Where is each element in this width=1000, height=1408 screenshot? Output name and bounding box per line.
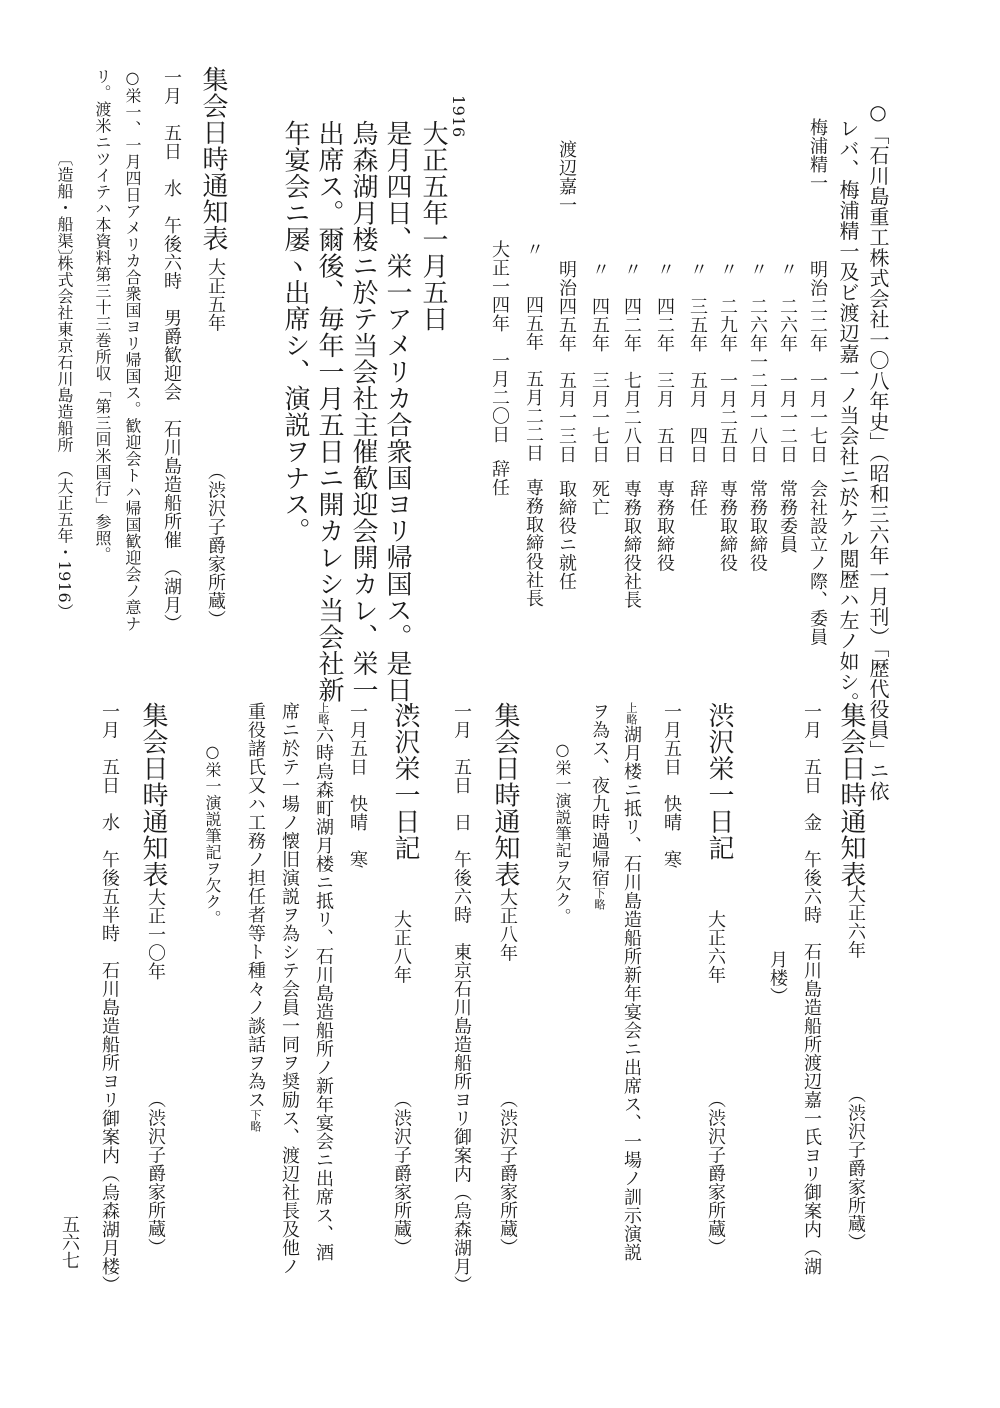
- source-0-archive: （渋沢子爵家所蔵）: [205, 462, 226, 629]
- umeura-row-0: [808, 260, 826, 646]
- umeura-row-2-date: 〃 二六年一二月一八日: [747, 260, 768, 464]
- entry-body-line-2: 烏森湖月楼ニ於テ当会社主催歓迎会開カレ、栄一: [348, 120, 378, 703]
- watanabe-row-0: [557, 260, 575, 591]
- watanabe-row-0-date: 明治四五年 五月一三日: [556, 260, 577, 464]
- source-4-text-2: 席ニ於テ一場ノ懐旧演説ヲ為シテ会員一同ヲ奨励ス、渡辺社長及他ノ: [279, 702, 300, 1276]
- source-4-year: 大正八年: [391, 910, 412, 984]
- umeura-row-0-text: 会社設立ノ際、委員: [807, 479, 828, 646]
- source-4-abbr-top: 上略: [317, 702, 330, 726]
- source-4-text-1-body: 六時烏森町湖月楼ニ抵リ、石川島造船所ノ新年宴会ニ出席ス、酒: [313, 725, 334, 1262]
- source-2-abbr-top: 上略: [625, 702, 638, 726]
- source-4-archive: （渋沢子爵家所蔵）: [391, 1090, 412, 1257]
- source-3-entry: 一月 五日 日 午後六時 東京石川島造船所ヨリ御案内（烏森湖月）: [451, 702, 472, 1294]
- umeura-row-5-date: 〃 四二年 三月 五日: [654, 260, 675, 464]
- source-3-year: 大正八年: [497, 888, 518, 962]
- source-1-entry-cont: 月楼）: [767, 950, 788, 1006]
- watanabe-row-2-text: 辞任: [489, 459, 510, 497]
- source-2-note: ○栄一演説筆記ヲ欠ク。: [553, 740, 572, 925]
- source-3-title: 集会日時通知表: [490, 702, 520, 888]
- source-2-day: 一月五日 快晴 寒: [661, 702, 682, 869]
- umeura-row-3-date: 〃 二九年 一月二五日: [717, 260, 738, 464]
- umeura-row-1: [778, 260, 796, 554]
- umeura-row-2-text: 常務取締役: [747, 479, 768, 572]
- umeura-row-0-date: 明治二二年 一月一七日: [807, 260, 828, 464]
- umeura-row-7: [590, 260, 608, 517]
- umeura-row-5: [655, 260, 673, 572]
- entry-date: 大正五年一月五日: [418, 120, 448, 332]
- umeura-row-1-date: 〃 二六年 一月一二日: [777, 260, 798, 464]
- source-4-text-3: [246, 702, 264, 1132]
- source-2-text-2-body: ヲ為ス、夜九時過帰宿: [589, 702, 610, 887]
- source-4-text-3-body: 重役諸氏又ハ工務ノ担任者等ト種々ノ談話ヲ為ス: [245, 702, 266, 1109]
- footer-company: 株式会社東京石川島造船所 （大正五年・1916）: [55, 255, 74, 620]
- umeura-row-6-date: 〃 四二年 七月二八日: [621, 260, 642, 464]
- umeura-row-1-text: 常務委員: [777, 479, 798, 554]
- footer-category: 〔造船・船渠〕: [55, 150, 74, 266]
- entry-year-ad: 1916: [449, 95, 468, 138]
- watanabe-name: 渡辺嘉一: [556, 140, 577, 214]
- source-3-archive: （渋沢子爵家所蔵）: [497, 1090, 518, 1257]
- umeura-row-3: [718, 260, 736, 572]
- source-0-title: 集会日時通知表: [198, 66, 228, 252]
- watanabe-row-1: [524, 240, 542, 608]
- source-0-entry: 一月 五日 水 午後六時 男爵歓迎会 石川島造船所催 （湖月）: [161, 68, 182, 633]
- umeura-row-3-text: 専務取締役: [717, 479, 738, 572]
- watanabe-row-0-text: 取締役ニ就任: [556, 479, 577, 591]
- entry-body-line-1: 是月四日、栄一アメリカ合衆国ヨリ帰国ス。是日、: [382, 120, 412, 730]
- source-0-year: 大正五年: [205, 258, 226, 332]
- entry-body-line-3: 出席ス。爾後、毎年一月五日ニ開カレシ当会社新: [314, 120, 344, 703]
- watanabe-row-2-date: 大正一四年 一月二〇日: [489, 240, 510, 444]
- watanabe-row-1-date: 〃 四五年 五月二二日: [523, 240, 544, 462]
- source-2-text-1: [622, 702, 640, 1262]
- umeura-row-4-text: 辞任: [687, 479, 708, 517]
- source-1-title: 集会日時通知表: [836, 702, 866, 888]
- entry-body-line-4: 年宴会ニ屡ヽ出席シ、演説ヲナス。: [280, 120, 310, 544]
- umeura-row-6-text: 専務取締役社長: [621, 479, 642, 609]
- source-2-text-2: [590, 702, 608, 910]
- source-5-year: 大正一〇年: [145, 888, 166, 981]
- source-0-note-1: ○栄一、一月四日アメリカ合衆国ヨリ帰国ス。歓迎会トハ帰国歓迎会ノ意ナ: [123, 68, 142, 632]
- source-2-archive: （渋沢子爵家所蔵）: [705, 1090, 726, 1257]
- source-0-note-2: リ。渡米ニツイテハ本資料第三十三巻所収「第三回米国行」参照。: [93, 68, 112, 563]
- history-intro-line-1: ○「石川島重工株式会社一〇八年史」（昭和三六年一月刊）「歴代役員」ニ依: [866, 100, 890, 802]
- watanabe-row-1-text: 専務取締役社長: [523, 478, 544, 608]
- source-4-text-1: [314, 702, 332, 1262]
- source-4-title: 渋沢栄一日記: [390, 702, 420, 861]
- umeura-row-2: [748, 260, 766, 572]
- source-5-entry: 一月 五日 水 午後五半時 石川島造船所ヨリ御案内（烏森湖月楼）: [99, 702, 120, 1294]
- source-4-day: 一月五日 快晴 寒: [347, 702, 368, 869]
- umeura-row-7-text: 死亡: [589, 479, 610, 517]
- source-1-year: 大正六年: [845, 885, 866, 959]
- source-5-title: 集会日時通知表: [138, 702, 168, 888]
- source-2-year: 大正六年: [705, 910, 726, 984]
- source-4-note: ○栄一演説筆記ヲ欠ク。: [203, 742, 222, 927]
- watanabe-row-2: [490, 240, 508, 497]
- umeura-row-7-date: 〃 四五年 三月一七日: [589, 260, 610, 464]
- umeura-row-5-text: 専務取締役: [654, 479, 675, 572]
- umeura-row-4-date: 〃 三五年 五月 四日: [687, 260, 708, 464]
- source-4-abbr-bottom: 下略: [249, 1109, 262, 1133]
- umeura-name: 梅浦精一: [807, 118, 828, 192]
- source-1-archive: （渋沢子爵家所蔵）: [845, 1085, 866, 1252]
- source-5-archive: （渋沢子爵家所蔵）: [145, 1090, 166, 1257]
- page-number: 五六七: [59, 1215, 80, 1269]
- source-2-title: 渋沢栄一日記: [704, 702, 734, 861]
- source-2-abbr-bottom: 下略: [593, 887, 606, 911]
- source-2-text-1-body: 湖月楼ニ抵リ、石川島造船所新年宴会ニ出席ス、一場ノ訓示演説: [621, 725, 642, 1262]
- source-1-entry: 一月 五日 金 午後六時 石川島造船所渡辺嘉一氏ヨリ御案内（湖: [801, 702, 822, 1276]
- umeura-row-4: [688, 260, 706, 517]
- history-intro-line-2: レバ、梅浦精一及ビ渡辺嘉一ノ当会社ニ於ケル閲歴ハ左ノ如シ。: [836, 118, 860, 713]
- umeura-row-6: [622, 260, 640, 609]
